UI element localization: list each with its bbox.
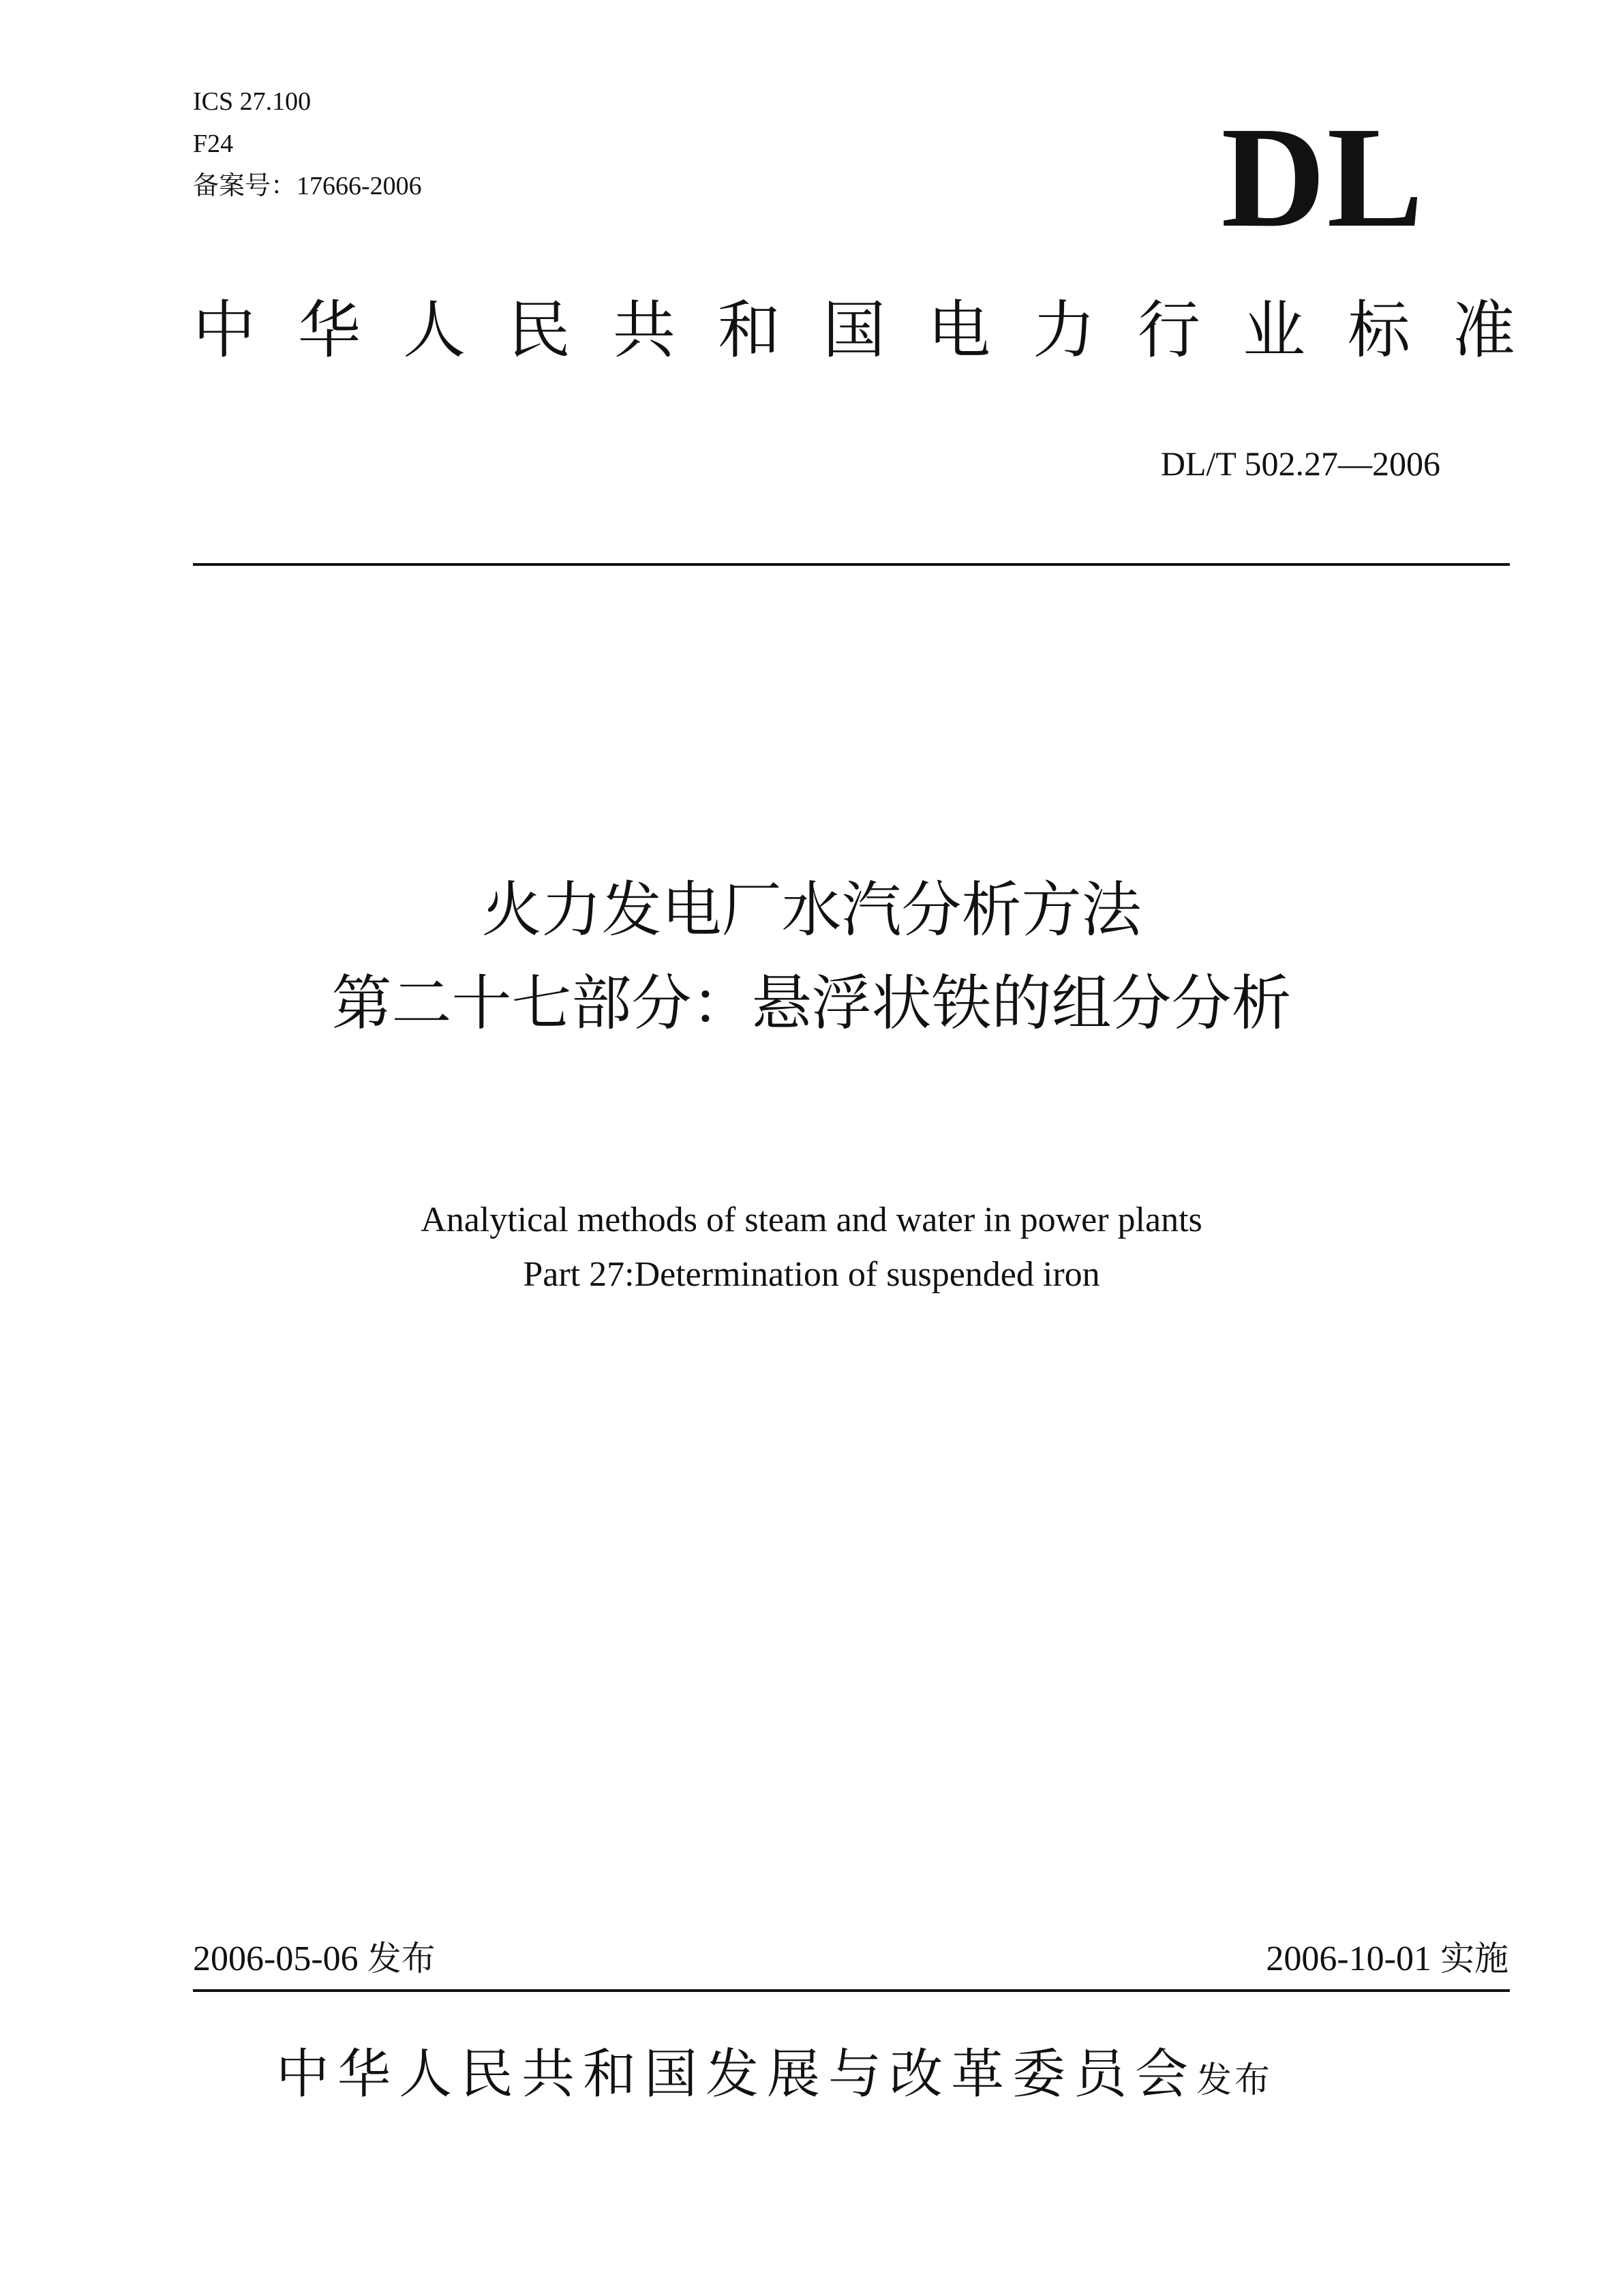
standard-number: DL/T 502.27—2006 [1160,444,1440,483]
implementation-label: 实施 [1440,1939,1508,1978]
publisher-line [276,2037,1435,2118]
implementation-date: 2006-10-01 [1266,1939,1431,1978]
implementation-date-block [1266,1935,1508,1983]
english-title-line-1: Analytical methods of steam and water in power plants [421,1200,1202,1239]
record-number: 备案号：17666-2006 [193,172,422,200]
issue-date: 2006-05-06 [193,1939,359,1978]
publisher-name: 中华人民共和国发展与改革委员会 [276,2044,1197,2105]
ics-code: ICS 27.100 [193,87,312,116]
top-divider [193,563,1510,566]
dl-logo: DL [1221,97,1425,257]
issue-date-block [193,1935,436,1983]
category-code: F24 [193,130,234,158]
issue-label: 发布 [367,1939,436,1978]
chinese-title-line-1: 火力发电厂水汽分析方法 [481,875,1142,945]
standard-title: 中华人民共和国电力行业标准 [193,294,1558,367]
classification-block [193,80,422,207]
english-title-line-2: Part 27:Determination of suspended iron [523,1255,1100,1294]
chinese-title-line-2: 第二十七部分：悬浮状铁的组分分析 [331,968,1292,1038]
bottom-divider [193,1989,1510,1992]
publisher-suffix: 发布 [1196,2060,1273,2101]
